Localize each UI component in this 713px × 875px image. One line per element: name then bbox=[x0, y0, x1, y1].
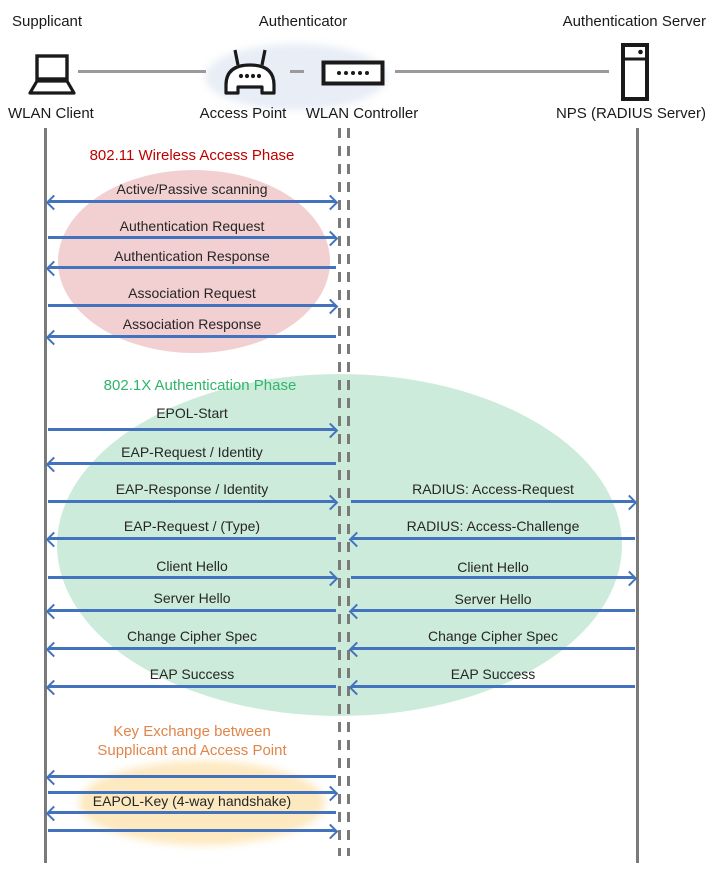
message-label: Change Cipher Spec bbox=[428, 628, 558, 644]
message-arrow bbox=[47, 494, 337, 508]
message-arrow bbox=[47, 329, 337, 343]
device-label-access-point: Access Point bbox=[199, 105, 287, 122]
role-label-supplicant: Supplicant bbox=[12, 13, 83, 30]
message-label: Active/Passive scanning bbox=[116, 181, 268, 197]
message-label: RADIUS: Access-Request bbox=[412, 481, 574, 497]
laptop-icon bbox=[26, 52, 78, 98]
message-label: Client Hello bbox=[457, 559, 529, 575]
server-icon bbox=[620, 42, 650, 102]
message-arrow bbox=[47, 641, 337, 655]
message-arrow bbox=[47, 194, 337, 208]
message-label: EAP-Response / Identity bbox=[115, 481, 269, 497]
lifeline-wlan-controller-left bbox=[338, 128, 341, 856]
message-label: RADIUS: Access-Challenge bbox=[406, 518, 580, 534]
message-arrow bbox=[47, 769, 337, 783]
message-label: Association Request bbox=[128, 285, 256, 301]
message-arrow bbox=[350, 570, 636, 584]
connector-wlc-server bbox=[395, 70, 609, 73]
message-label: EAP-Request / (Type) bbox=[123, 518, 261, 534]
message-label: Association Response bbox=[122, 316, 262, 332]
role-label-authentication-server: Authentication Server bbox=[562, 13, 706, 30]
connector-client-ap bbox=[78, 70, 206, 73]
message-arrow bbox=[350, 531, 636, 545]
phase-title-key-exchange-line1: Key Exchange between bbox=[113, 723, 271, 740]
message-label: EAP-Request / Identity bbox=[121, 444, 263, 460]
message-arrow bbox=[47, 679, 337, 693]
message-arrow bbox=[47, 230, 337, 244]
access-point-icon bbox=[218, 47, 282, 97]
connector-ap-wlc bbox=[290, 70, 304, 73]
phase-title-wireless-access: 802.11 Wireless Access Phase bbox=[89, 147, 295, 164]
message-label: EAP Success bbox=[149, 666, 235, 682]
message-arrow bbox=[47, 570, 337, 584]
lifeline-radius-server bbox=[636, 128, 639, 863]
message-arrow bbox=[47, 823, 337, 837]
wlan-controller-icon bbox=[321, 60, 385, 86]
message-arrow bbox=[350, 494, 636, 508]
role-label-authenticator: Authenticator bbox=[258, 13, 348, 30]
message-label: Authentication Response bbox=[114, 248, 270, 264]
message-arrow bbox=[350, 679, 636, 693]
device-label-wlan-controller: WLAN Controller bbox=[305, 105, 419, 122]
message-label: EAP Success bbox=[450, 666, 536, 682]
message-arrow bbox=[47, 805, 337, 819]
phase-title-key-exchange bbox=[47, 722, 337, 760]
message-label: EAPOL-Key (4-way handshake) bbox=[92, 793, 292, 809]
message-arrow bbox=[350, 641, 636, 655]
message-label: EPOL-Start bbox=[156, 405, 228, 421]
message-arrow bbox=[47, 456, 337, 470]
message-arrow bbox=[47, 260, 337, 274]
message-arrow bbox=[47, 603, 337, 617]
message-arrow bbox=[47, 531, 337, 545]
message-label: Authentication Request bbox=[119, 218, 265, 234]
message-label: Client Hello bbox=[156, 558, 228, 574]
message-label: Server Hello bbox=[454, 591, 532, 607]
phase-title-key-exchange-line2: Supplicant and Access Point bbox=[97, 742, 287, 759]
message-arrow bbox=[350, 603, 636, 617]
message-label: Server Hello bbox=[153, 590, 231, 606]
phase-title-dot1x-auth: 802.1X Authentication Phase bbox=[103, 377, 297, 394]
message-arrow bbox=[47, 422, 337, 436]
device-label-wlan-client: WLAN Client bbox=[8, 105, 94, 122]
message-label: Change Cipher Spec bbox=[127, 628, 257, 644]
device-label-nps: NPS (RADIUS Server) bbox=[555, 105, 706, 122]
message-arrow bbox=[47, 298, 337, 312]
